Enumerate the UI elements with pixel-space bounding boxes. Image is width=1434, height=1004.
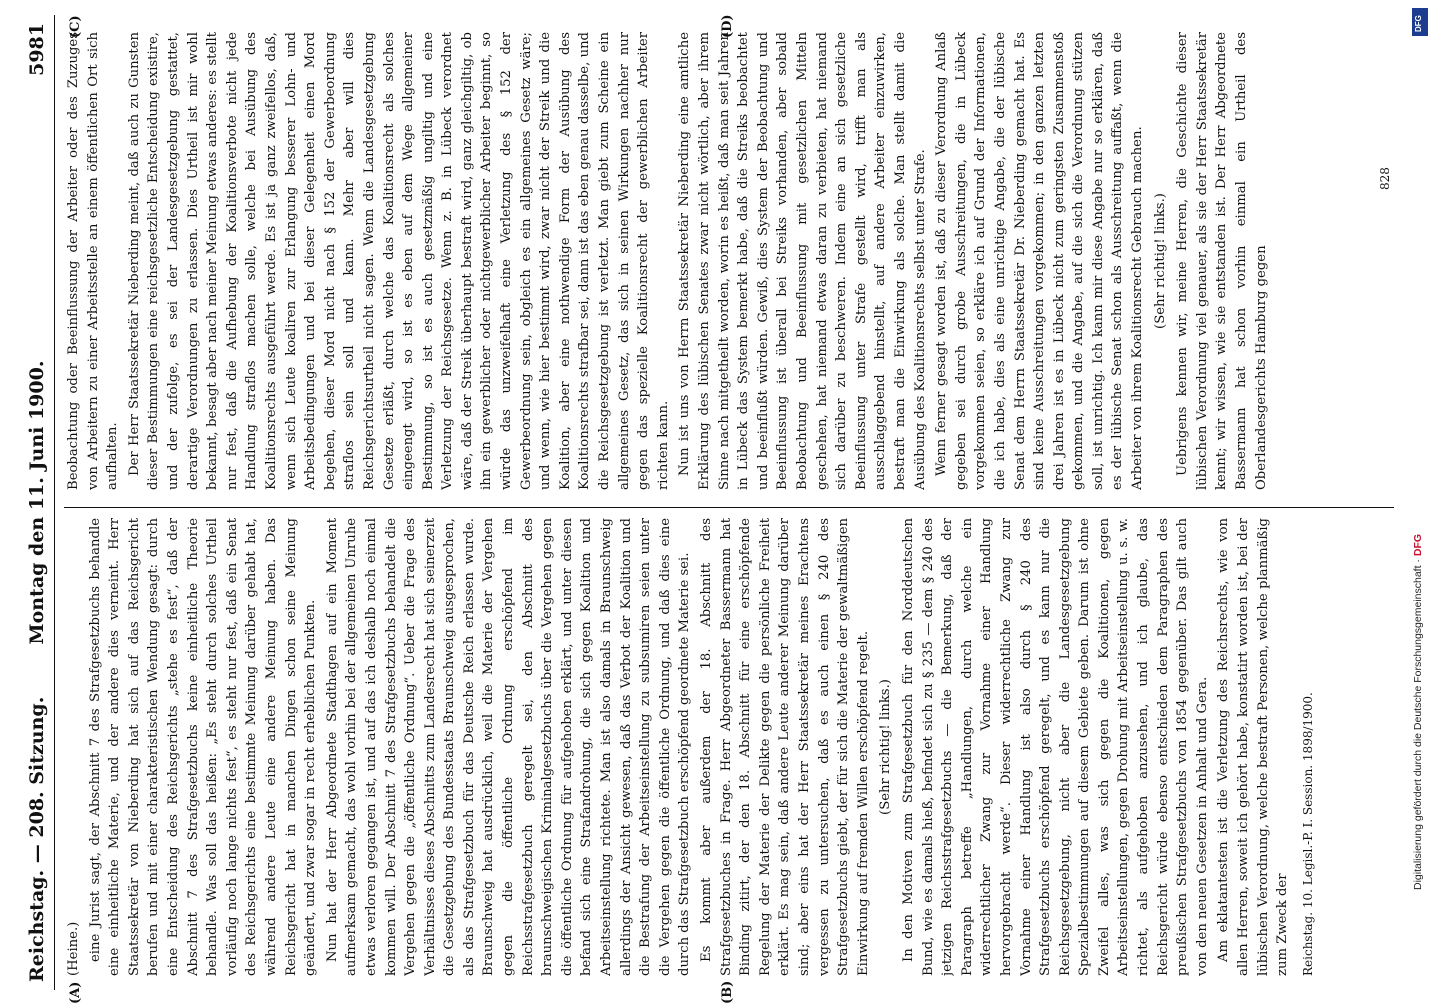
page-header: [20, 15, 55, 990]
rotated-page: [20, 14, 1410, 1004]
header-page-number: 5981: [26, 23, 48, 76]
margin-marker-d: (D): [720, 14, 735, 38]
margin-marker-c: (C): [68, 15, 83, 38]
session-footer: Reichstag. 10. Legisl.-P. I. Session. 1898/1900.: [1300, 692, 1315, 976]
right-paragraph: Beobachtung oder Beeinflussung der Arbeiter oder des Zuzuges von Arbeitern zu einer Arbeitsstelle an einem öffentlichen Ort sich aufhalten.: [66, 32, 121, 490]
applause-note: (Sehr richtig! links.): [878, 679, 894, 815]
left-paragraph: eine Jurist sagt, der Abschnitt 7 des Strafgesetzbuchs behandle eine einheitliche Materie, und der andere dies verneint. Herr Staatssekretär von Nieberding hat sich auf das Reichsgericht berufen und mit einer charakteristischen Wendung gesagt: durch eine Entscheidung des Reichsgerichts „stehe es fest“, daß der Abschnitt 7 des Strafgesetzbuchs keine einheitliche Theorie behandle. Was soll das heißen: „Es steht durch solches Urtheil vorläufig noch lange nichts fest“, es steht nur fest, daß ein Senat des Reichsgerichts eine bestimmte Meinung darüber gehabt hat, während andere Leute eine andere Meinung haben. Das Reichsgericht hat in manchen Dingen schon seine Meinung geändert, und zwar sogar in recht erheblichen Punkten.: [87, 518, 319, 976]
applause-note: (Sehr richtig! links.): [1152, 193, 1168, 329]
margin-marker-a: (A): [68, 981, 83, 1004]
header-left: Reichstag. — 208. Sitzung.: [26, 696, 48, 982]
digitization-credit: Digitalisierung gefördert durch die Deutsche Forschungsgemeinschaft · DFG: [1412, 533, 1424, 890]
right-paragraph: Der Herr Staatssekretär Nieberding meint, daß auch zu Gunsten dieser Bestimmungen eine reichsgesetzliche Entscheidung existire, und der zufolge, es sei der Landesgesetzgebung gestattet, derartige Verordnungen zu erlassen. Dies Urtheil ist mir wohl bekannt, besagt aber nach meiner Meinung etwas anderes: es stellt nur fest, daß die Aufhebung der Koalitionsverbote nicht jede Handlung straflos machen solle, welche bei Ausübung des Koalitionsrechts ausgeführt werde. Es ist ja ganz zweifellos, daß, wenn sich Leute koaliren zur Erlangung besserer Lohn- und Arbeitsbedingungen und bei dieser Gelegenheit einen Mord begehen, dieser Mord nicht nach § 152 der Gewerbeordnung straflos sein soll und kann. Mehr aber will dies Reichsgerichtsurtheil nicht sagen. Wenn die Landesgesetzgebung Gesetze erläßt, durch welche das Koalitionsrecht als solches eingeengt wird, so ist es eben auf dem Wege allgemeiner Bestimmung, so ist es auch gesetzmäßig ungiltig und eine Verletzung der Reichsgesetze. Wenn z. B. in Lübeck verordnet wäre, daß der Streik überhaupt bestraft wird, ganz gleichgiltig, ob ihn ein gewerblicher oder nichtgewerblicher Arbeiter beginnt, so würde das unzweifelhaft eine Verletzung des § 152 der Gewerbeordnung sein, obgleich es ein allgemeines Gesetz wäre; und wenn, wie hier bestimmt wird, zwar nicht der Streik und die Koalition, aber eine nothwendige Form der Ausübung des Koalitionsrechts strafbar sei, dann ist das eben genau dasselbe, und die Reichsgesetzgebung ist verletzt. Man giebt zum Scheine ein allgemeines Gesetz, das sich in seinen Wirkungen nachher nur gegen das spezielle Koalitionsrecht der gewerblichen Arbeiter richten kann.: [126, 32, 671, 490]
right-paragraph: Wenn ferner gesagt worden ist, daß zu dieser Verordnung Anlaß gegeben sei durch grobe Ausschreitungen, die in Lübeck vorgekommen seien, so erkläre ich auf Grund der Informationen, die ich habe, dies als eine unrichtige Angabe, die der lübische Senat dem Herrn Staatssekretär Dr. Nieberding gemacht hat. Es sind keine Ausschreitungen vorgekommen; in den ganzen letzten drei Jahren ist es in Lübeck nicht zum geringsten Zusammenstoß gekommen, und die Angabe, auf die sich die Verordnung stützen soll, ist unrichtig. Ich kann mir diese Angabe nur so erklären, daß es der lübische Senat schon als Ausschreitung auffaßt, wenn die Arbeiter von ihrem Koalitionsrecht Gebrauch machen.: [934, 32, 1146, 490]
dfg-logo: [1412, 8, 1428, 36]
right-paragraph: Nun ist uns von Herrn Staatssekretär Nieberding eine amtliche Erklärung des lübischen Senates zwar nicht wörtlich, aber ihrem Sinne nach mitgetheilt worden, worin es heißt, daß man seit Jahren in Lübeck das System bemerkt habe, daß die Streiks beobachtet und beeinflußt würden. Gewiß, dies System der Beobachtung und Beeinflussung ist überall bei Streiks vorhanden, aber sobald Beobachtung und Beeinflussung mit gesetzlichen Mitteln geschehen, hat niemand etwas daran zu verbieten, hat niemand sich darüber zu beschweren. Indem eine an sich gesetzliche Beeinflussung unter Strafe gestellt wird, trifft man als ausschlaggebend hinstellt, auf andere Arbeiter einzuwirken, bestraft man die Einwirkung als solche. Man stellt damit die Ausübung des Koalitionsrechts selbst unter Strafe.: [677, 32, 928, 490]
left-paragraph: Nun hat der Herr Abgeordnete Stadthagen auf ein Moment aufmerksam gemacht, das wohl vorhin bei der allgemeinen Unruhe etwas verloren gegangen ist, und auf das ich deshalb noch einmal kommen will. Der Abschnitt 7 des Strafgesetzbuchs behandelt die Vergehen gegen die „öffentliche Ordnung“. Ueber die Frage des Verhältnisses dieses Abschnitts zum Landesrecht hat sich seinerzeit die Gesetzgebung des Bundesstaats Braunschweig ausgesprochen, als das Strafgesetzbuch für das Deutsche Reich erlassen wurde. Braunschweig hat ausdrücklich, weil die Materie der Vergehen gegen die öffentliche Ordnung erschöpfend im Reichsstrafgesetzbuch geregelt sei, den Abschnitt des braunschweigischen Kriminalgesetzbuchs über die Vergehen gegen die öffentliche Ordnung für aufgehoben erklärt, und unter diesen befand sich eine Strafandrohung, die sich gegen Koalition und Arbeitseinstellung richtete. Man ist also damals in Braunschweig allerdings der Ansicht gewesen, daß das Verbot der Koalition und die Bestrafung der Arbeitseinstellung zu subsumiren seien unter die Vergehen gegen die öffentliche Ordnung, und daß dies eine durch das Strafgesetzbuch erschöpfend geordnete Materie sei.: [324, 518, 693, 976]
left-paragraph: Am eklatantesten ist die Verletzung des Reichsrechts, wie von allen Herren, soweit ich gehört habe, konstatirt worden ist, bei der lübischen Verordnung, welche bestraft Personen, welche planmäßig zum Zweck der: [1216, 518, 1291, 976]
left-column: [64, 518, 1394, 976]
folio-number: 828: [1378, 167, 1392, 190]
header-date: Montag den 11. Juni 1900.: [26, 360, 48, 645]
left-paragraph: Es kommt aber außerdem der 18. Abschnitt des Strafgesetzbuches in Frage. Herr Abgeordneter Bassermann hat Binding zitirt, der den 18. Abschnitt für eine erschöpfende Regelung der Materie der Delikte gegen die persönliche Freiheit erklärt. Es mag sein, daß andere Leute anderer Meinung darüber sind; aber eins hat der Herr Staatssekretär meines Erachtens vergessen zu untersuchen, daß es auch einen § 240 des Strafgesetzbuchs giebt, der für sich die Materie der gewaltmäßigen Einwirkung auf fremden Willen erschöpfend regelt.: [699, 518, 871, 976]
left-paragraph: In den Motiven zum Strafgesetzbuch für den Norddeutschen Bund, wie es damals hieß, befindet sich zu § 235 — dem § 240 des jetzigen Reichsstrafgesetzbuchs — die Bemerkung, daß der Paragraph betreffe „Handlungen, durch welche ein widerrechtlicher Zwang zur Vornahme einer Handlung hervorgebracht werde“. Dieser widerrechtliche Zwang zur Vornahme einer Handlung ist also durch § 240 des Strafgesetzbuchs erschöpfend geregelt, und es kann nur die Reichsgesetzgebung, nicht aber die Landesgesetzgebung Spezialbestimmungen auf diesem Gebiete geben. Darum ist ohne Zweifel alles, was sich gegen die Koalitionen, gegen Arbeitseinstellungen, gegen Drohung mit Arbeitseinstellung u. s. w. richtet, als aufgehoben anzusehen, und ich glaube, das Reichsgericht würde ebenso entschieden dem Paragraphen des preußischen Strafgesetzbuchs von 1854 gegenüber. Das gilt auch von den neuen Gesetzen in Anhalt und Gera.: [900, 518, 1210, 976]
dfg-logo-text: DFG: [1414, 15, 1423, 32]
right-column: [64, 32, 1394, 490]
margin-marker-b: (B): [720, 980, 735, 1004]
digitization-credit-text: Digitalisierung gefördert durch die Deutsche Forschungsgemeinschaft: [1412, 565, 1424, 890]
dfg-label: DFG: [1412, 533, 1424, 557]
column-divider: [64, 507, 1394, 508]
speaker-name: (Heine.): [66, 921, 81, 976]
right-paragraph: Uebrigens kennen wir, meine Herren, die Geschichte dieser lübischen Verordnung viel genauer, als sie der Herr Staatssekretär kennt; wir wissen, wie sie entstanden ist. Der Herr Abgeordnete Bassermann hat schon vorhin einmal ein Urtheil des Oberlandesgerichts Hamburg gegen: [1175, 32, 1269, 490]
